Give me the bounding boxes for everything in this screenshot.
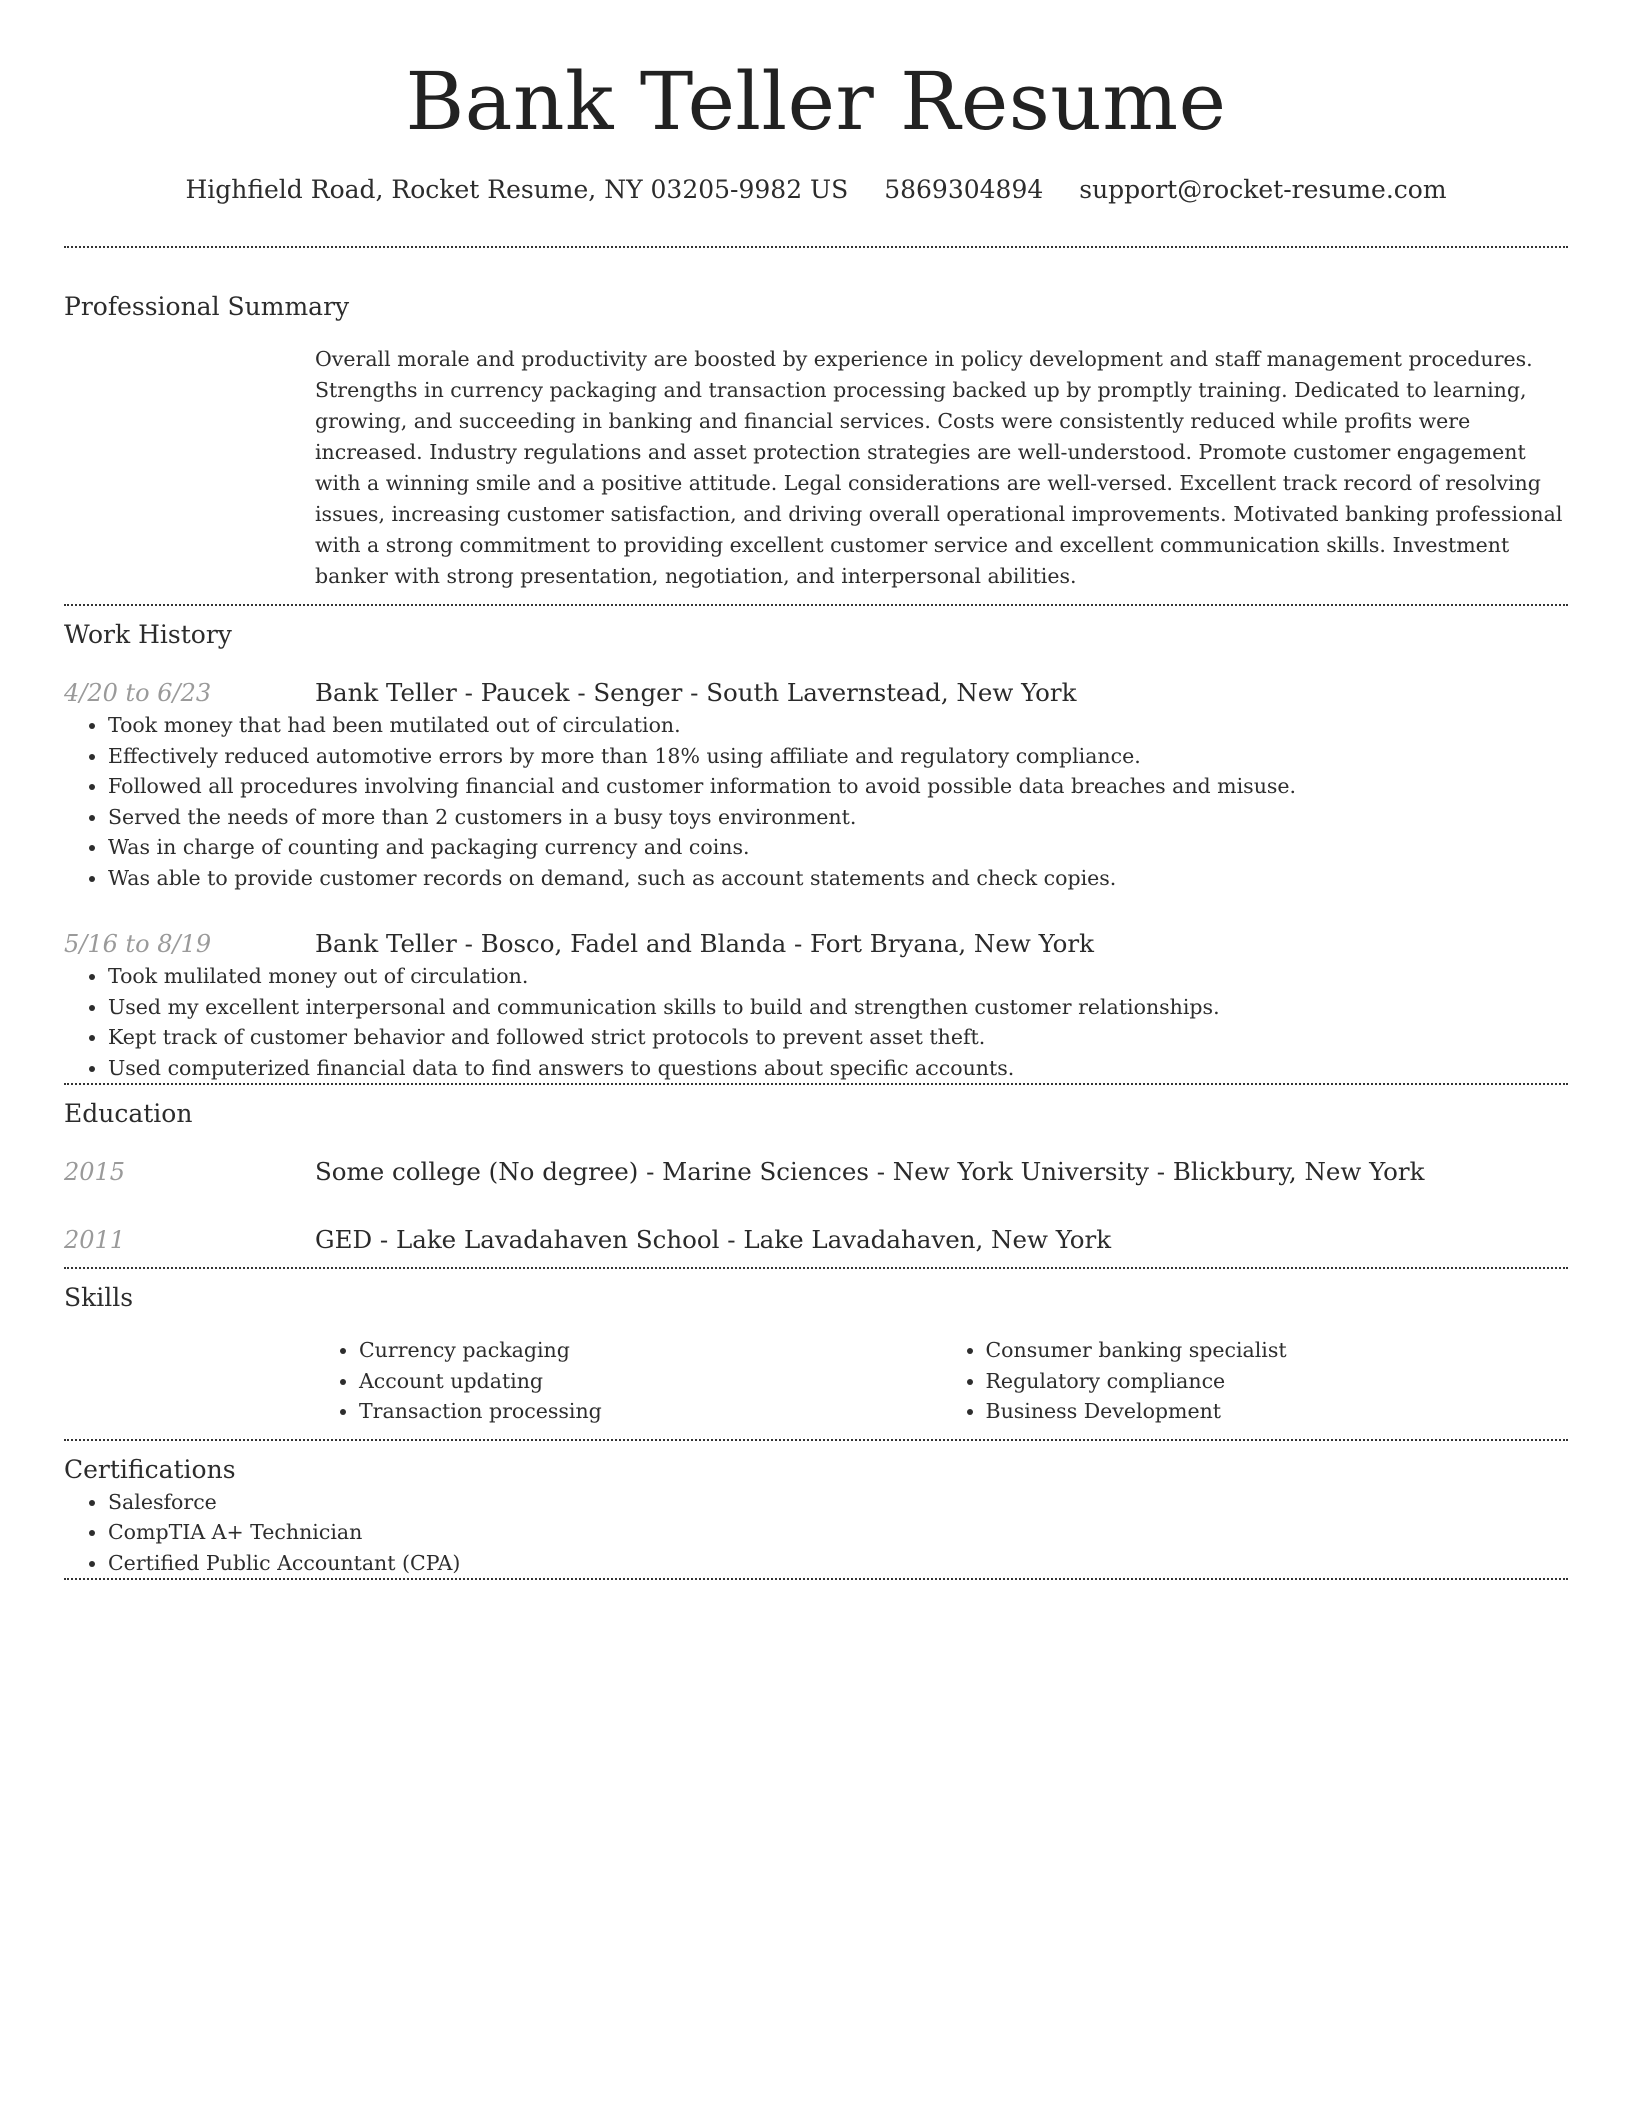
list-item: • Regulatory compliance [986,1366,1569,1397]
job-entry-header [64,927,1568,961]
section-divider [64,604,1568,606]
section-divider [64,1267,1568,1269]
list-item: • Was able to provide customer records on demand, such as account statements and check copies. [108,863,1568,894]
resume-title: Bank Teller Resume [405,55,1227,148]
list-item: • Salesforce [108,1487,1568,1518]
section-divider [64,1439,1568,1441]
list-item: • Served the needs of more than 2 customers in a busy toys environment. [108,802,1568,833]
list-item: • Kept track of customer behavior and followed strict protocols to prevent asset theft. [108,1022,1568,1053]
education-detail: GED - Lake Lavadahaven School - Lake Lavadahaven, New York [315,1225,1112,1254]
resume-page [64,0,1568,1580]
list-item: • Transaction processing [359,1396,942,1427]
skills-columns [315,1335,1568,1427]
job-entry-header [64,676,1568,710]
list-item: • CompTIA A+ Technician [108,1517,1568,1548]
job-dates: 5/16 to 8/19 [64,930,212,958]
contact-address: Highfield Road, Rocket Resume, NY 03205-9982 US [185,175,849,204]
skills-list-right [942,1335,1569,1427]
list-item: • Currency packaging [359,1335,942,1366]
list-item: • Took mulilated money out of circulation. [108,961,1568,992]
list-item: • Was in charge of counting and packaging currency and coins. [108,832,1568,863]
certifications-heading: Certifications [64,1454,236,1484]
summary-text: Overall morale and productivity are boosted by experience in policy development and staff management procedures. Strengths in currency packaging and transaction processing backed up by promptly training. Dedicated to learning, growing, and succeeding in banking and financial services. Costs were consistently reduced while profits were increased. Industry regulations and asset protection strategies are well-understood. Promote customer engagement with a winning smile and a positive attitude. Legal considerations are well-versed. Excellent track record of resolving issues, increasing customer satisfaction, and driving overall operational improvements. Motivated banking professional with a strong commitment to providing excellent customer service and excellent communication skills. Investment banker with strong presentation, negotiation, and interpersonal abilities. [315,347,1563,588]
section-divider [64,1083,1568,1085]
job-duties-list [64,710,1568,893]
section-divider [64,246,1568,248]
education-detail: Some college (No degree) - Marine Sciences - New York University - Blickbury, New York [315,1157,1425,1186]
list-item: • Used computerized financial data to find answers to questions about specific accounts. [108,1053,1568,1084]
certifications-list [64,1487,1568,1579]
education-entry [64,1155,1568,1189]
job-duties-list [64,961,1568,1083]
list-item: • Effectively reduced automotive errors by more than 18% using affiliate and regulatory compliance. [108,741,1568,772]
list-item: • Took money that had been mutilated out of circulation. [108,710,1568,741]
list-item: • Account updating [359,1366,942,1397]
education-heading: Education [64,1099,193,1128]
list-item: • Followed all procedures involving financial and customer information to avoid possible data breaches and misuse. [108,771,1568,802]
list-item: • Used my excellent interpersonal and communication skills to build and strengthen customer relationships. [108,992,1568,1023]
list-item: • Certified Public Accountant (CPA) [108,1548,1568,1579]
contact-email: support@rocket-resume.com [1079,175,1447,204]
education-entry [64,1223,1568,1257]
list-item: • Business Development [986,1396,1569,1427]
summary-heading: Professional Summary [64,292,350,321]
list-item: • Consumer banking specialist [986,1335,1569,1366]
skills-list-left [315,1335,942,1427]
contact-line [64,172,1568,208]
education-year: 2011 [64,1226,126,1254]
job-title: Bank Teller - Paucek - Senger - South Lavernstead, New York [315,678,1077,707]
job-title: Bank Teller - Bosco, Fadel and Blanda - Fort Bryana, New York [315,929,1094,958]
work-history-heading: Work History [64,620,232,649]
contact-phone: 5869304894 [884,175,1044,204]
section-divider [64,1578,1568,1580]
skills-heading: Skills [64,1283,134,1312]
job-dates: 4/20 to 6/23 [64,679,212,707]
education-year: 2015 [64,1158,126,1186]
